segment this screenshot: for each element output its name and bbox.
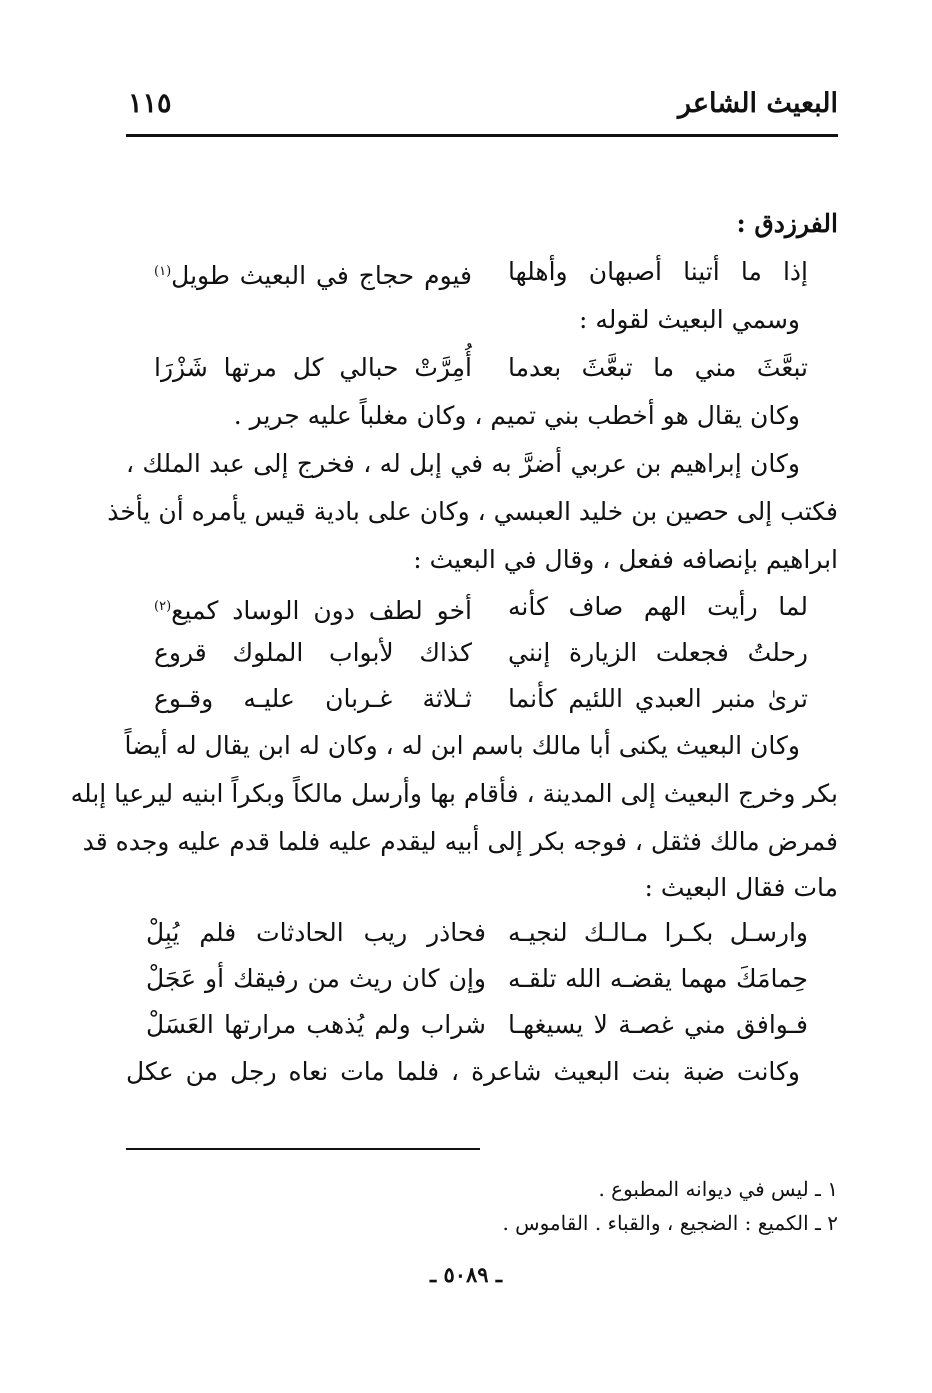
- verse-line: [126, 956, 838, 1002]
- prose-line: فمرض مالك فثقل ، فوجه بكر إلى أبيه ليقدم عليه فلما قدم عليه وجده قد: [82, 827, 838, 856]
- prose-line: وكان يقال هو أخطب بني تميم ، وكان مغلباً عليه جرير .: [233, 401, 800, 430]
- prose-line: فكتب إلى حصين بن خليد العبسي ، وكان على بادية قيس يأمره أن يأخذ: [107, 497, 838, 526]
- footnote-marker: (١): [154, 264, 172, 279]
- verse-first-hemistich: ترىٰ منبر العبدي اللئيم كأنما: [508, 684, 808, 713]
- verse-line: [126, 344, 838, 392]
- verse-first-hemistich: وارسـل بكـرا مـالـك لنجيـه: [508, 918, 808, 947]
- verse-line: [126, 248, 838, 296]
- running-title: البعيث الشاعر: [677, 88, 838, 119]
- verse-second-hemistich: ثـلاثة غـربان عليـه وقـوع: [154, 684, 472, 713]
- verse-second-hemistich: كذاك لأبواب الملوك قروع: [154, 638, 472, 667]
- prose-line: وكان البعيث يكنى أبا مالك باسم ابن له ، وكان له ابن يقال له أيضاً: [124, 731, 800, 760]
- prose-line: وكانت ضبة بنت البعيث شاعرة ، فلما مات نعاه رجل من عكل: [126, 1057, 800, 1086]
- verse-second-hemistich: شراب ولم يُذهب مرارتها العَسَلْ: [146, 1010, 486, 1039]
- verse-line: [126, 630, 838, 676]
- footnotes: [126, 1172, 838, 1240]
- verse-second-hemistich: [154, 248, 472, 300]
- speaker-label: الفرزدق :: [736, 209, 838, 238]
- prose-line: مات فقال البعيث :: [644, 873, 838, 902]
- page-number: ١١٥: [128, 88, 172, 119]
- verse-line: [126, 910, 838, 956]
- verse-first-hemistich: لما رأيت الهم صاف كأنه: [508, 592, 808, 621]
- verse-line: [126, 1002, 838, 1048]
- verse-second-hemistich-text: فيوم حجاج في البعيث طويل: [171, 261, 472, 290]
- prose-line: بكر وخرج البعيث إلى المدينة ، فأقام بها وأرسل مالكاً وبكراً ابنيه ليرعيا إبله: [70, 779, 838, 808]
- verse-line: [126, 584, 838, 630]
- prose-line: وسمي البعيث لقوله :: [578, 305, 800, 334]
- verse-first-hemistich: تبعَّثَ مني ما تبعَّثَ بعدما: [508, 353, 808, 382]
- verse-first-hemistich: حِمامَكَ مهما يقضـه الله تلقـه: [508, 964, 808, 993]
- verse-second-hemistich: [154, 584, 472, 634]
- footnote-marker: (٢): [154, 599, 172, 614]
- verse-second-hemistich-text: أخو لطف دون الوساد كميع: [171, 596, 472, 625]
- page-header: [126, 86, 838, 137]
- verse-first-hemistich: إذا ما أتينا أصبهان وأهلها: [508, 257, 808, 286]
- page-body: [70, 200, 838, 1096]
- verse-second-hemistich: أُمِرَّتْ حبالي كل مرتها شَزْرَا: [154, 353, 472, 382]
- verse-line: [126, 676, 838, 722]
- verse-first-hemistich: رحلتُ فجعلت الزيارة إنني: [508, 638, 808, 667]
- prose-line: وكان إبراهيم بن عربي أضرَّ به في إبل له ، فخرج إلى عبد الملك ،: [126, 449, 800, 478]
- prose-line: ابراهيم بإنصافه ففعل ، وقال في البعيث :: [413, 545, 838, 574]
- verse-second-hemistich: وإن كان ريث من رفيقك أو عَجَلْ: [146, 964, 486, 993]
- verse-second-hemistich: فحاذر ريب الحادثات فلم يُبِلْ: [146, 918, 486, 947]
- footnote: ١ ـ ليس في ديوانه المطبوع .: [598, 1177, 838, 1201]
- footnote-divider: [126, 1148, 480, 1150]
- verse-first-hemistich: فـوافق مني غصـة لا يسيغهـا: [508, 1010, 808, 1039]
- print-page-number: ـ ٥٠٨٩ ـ: [429, 1262, 503, 1287]
- footnote: ٢ ـ الكميع : الضجيع ، والقباء . القاموس .: [502, 1211, 838, 1235]
